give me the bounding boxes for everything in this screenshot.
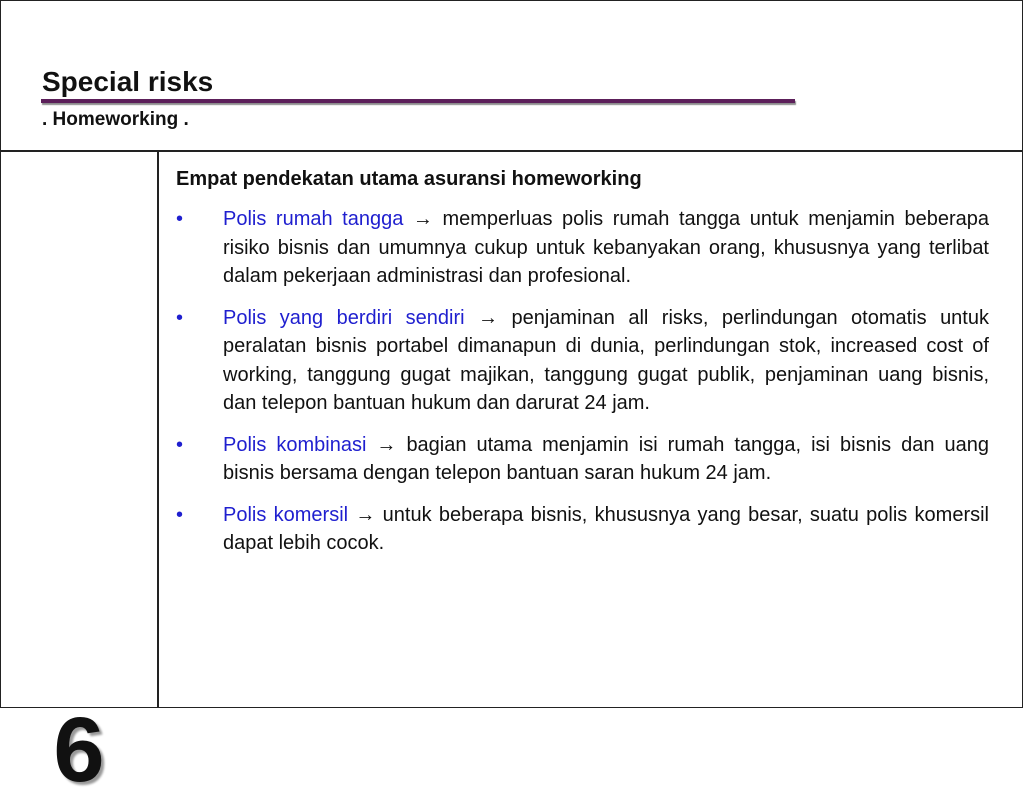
title-underline <box>41 99 795 103</box>
bullet-icon: • <box>176 433 184 456</box>
content-area <box>176 165 989 571</box>
item-term: Polis rumah tangga <box>223 208 404 230</box>
list-item <box>176 431 989 488</box>
left-column <box>1 152 159 801</box>
item-text: untuk beberapa bisnis, khususnya yang besar, suatu polis komersil dapat lebih cocok. <box>223 503 989 554</box>
item-term: Polis yang berdiri sendiri <box>223 306 465 329</box>
item-term: Polis komersil <box>223 503 349 526</box>
bullet-icon: • <box>176 503 184 526</box>
item-text: memperluas polis rumah tangga untuk menjamin beberapa risiko bisnis dan umumnya cukup untuk kebanyakan orang, khususnya yang terlibat dalam pekerjaan administrasi dan profesional. <box>223 208 989 287</box>
item-term: Polis kombinasi <box>223 433 367 456</box>
right-arrow-icon: → <box>412 208 433 230</box>
bullet-icon: • <box>176 306 184 329</box>
bullet-list <box>176 205 989 558</box>
bullet-icon: • <box>176 208 184 230</box>
right-arrow-icon: → <box>478 306 499 329</box>
item-text: penjaminan all risks, perlindungan otomatis untuk peralatan bisnis portabel dimanapun di dunia, perlindungan stok, increased cost of working, tanggung gugat majikan, tanggung gugat publik, penjaminan uang bisnis, dan telepon bantuan hukum dan darurat 24 jam. <box>223 306 989 414</box>
slide-header <box>1 1 1022 152</box>
slide-subtitle: . Homeworking . <box>42 109 189 130</box>
right-arrow-icon: → <box>376 433 397 456</box>
slide-title: Special risks <box>42 66 214 97</box>
list-item <box>176 501 989 558</box>
list-item <box>176 205 989 291</box>
slide-number: 6 <box>53 699 105 801</box>
item-text: bagian utama menjamin isi rumah tangga, isi bisnis dan uang bisnis bersama dengan telepon bantuan saran hukum 24 jam. <box>223 433 990 484</box>
right-arrow-icon: → <box>355 503 376 526</box>
list-item <box>176 304 989 418</box>
content-heading: Empat pendekatan utama asuransi homeworking <box>176 168 642 190</box>
